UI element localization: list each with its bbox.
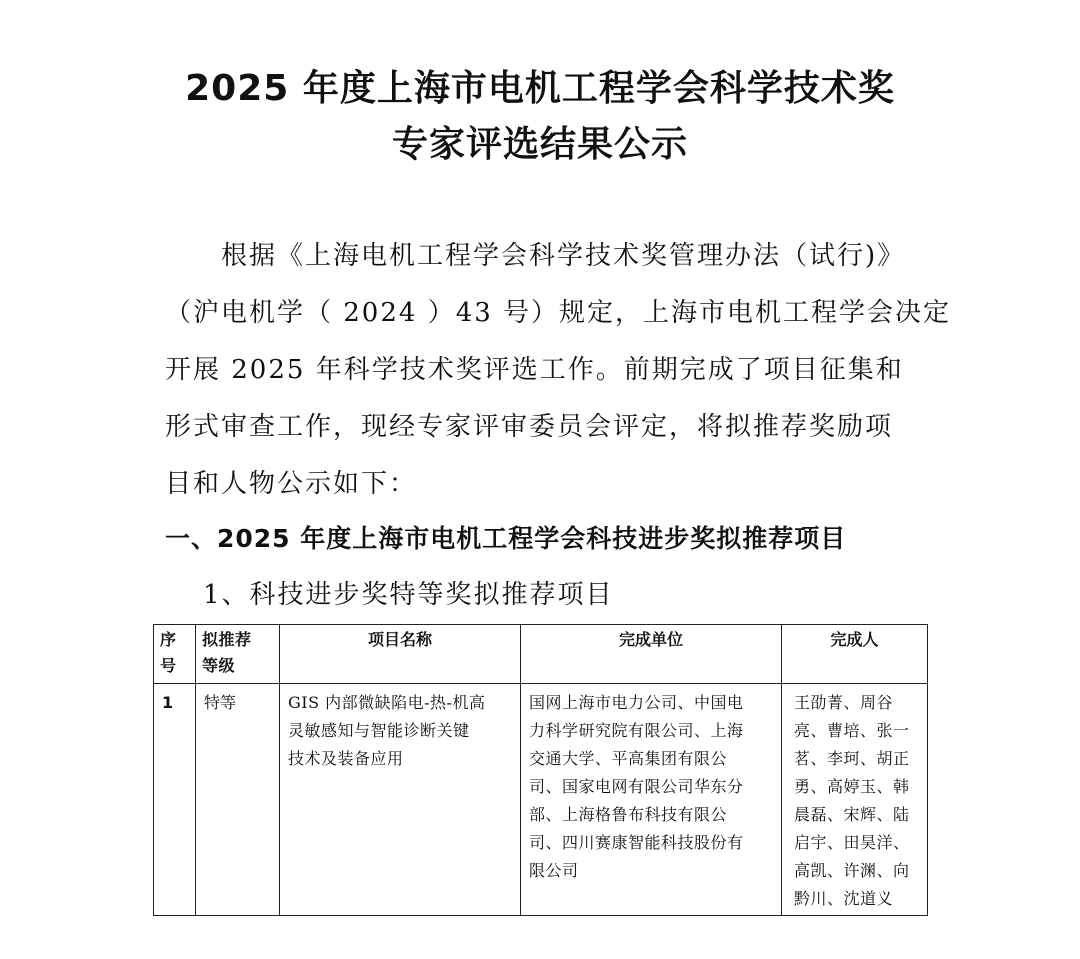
header-project: 项目名称 bbox=[280, 625, 521, 684]
subsection-heading: 1、科技进步奖特等奖拟推荐项目 bbox=[203, 580, 614, 610]
section-heading: 一、2025 年度上海市电机工程学会科技进步奖拟推荐项目 bbox=[165, 524, 847, 553]
table-row bbox=[154, 684, 928, 916]
award-table bbox=[153, 624, 928, 916]
row-project: GIS 内部微缺陷电-热-机高 灵敏感知与智能诊断关键 技术及装备应用 bbox=[280, 684, 521, 916]
document-title-line-2: 专家评选结果公示 bbox=[391, 124, 688, 165]
table-header-row bbox=[154, 625, 928, 684]
header-no: 序 号 bbox=[154, 625, 196, 684]
document-title-line-1: 2025 年度上海市电机工程学会科学技术奖 bbox=[185, 68, 895, 109]
row-no: 1 bbox=[154, 684, 196, 916]
paragraph-line-3: 开展 2025 年科学技术奖评选工作。前期完成了项目征集和 bbox=[165, 355, 904, 385]
paragraph-line-1: 根据《上海电机工程学会科学技术奖管理办法（试行)》 bbox=[165, 241, 906, 271]
row-people: 王劭菁、周谷 亮、曹培、张一 茗、李珂、胡正 勇、高婷玉、韩 晨磊、宋辉、陆 启宇、田昊洋、 高凯、许渊、向 黔川、沈道义 bbox=[782, 684, 928, 916]
header-people: 完成人 bbox=[782, 625, 928, 684]
header-level: 拟推荐 等级 bbox=[196, 625, 280, 684]
header-units: 完成单位 bbox=[521, 625, 782, 684]
paragraph-line-4: 形式审查工作，现经专家评审委员会评定，将拟推荐奖励项 bbox=[165, 412, 894, 442]
row-level: 特等 bbox=[196, 684, 280, 916]
row-units: 国网上海市电力公司、中国电 力科学研究院有限公司、上海 交通大学、平高集团有限公 司、国家电网有限公司华东分 部、上海格鲁布科技有限公 司、四川赛康智能科技股份有 限公司 bbox=[521, 684, 782, 916]
paragraph-line-5: 目和人物公示如下： bbox=[165, 469, 418, 499]
paragraph-line-2: （沪电机学（ 2024 ）43 号）规定，上海市电机工程学会决定 bbox=[165, 298, 952, 328]
